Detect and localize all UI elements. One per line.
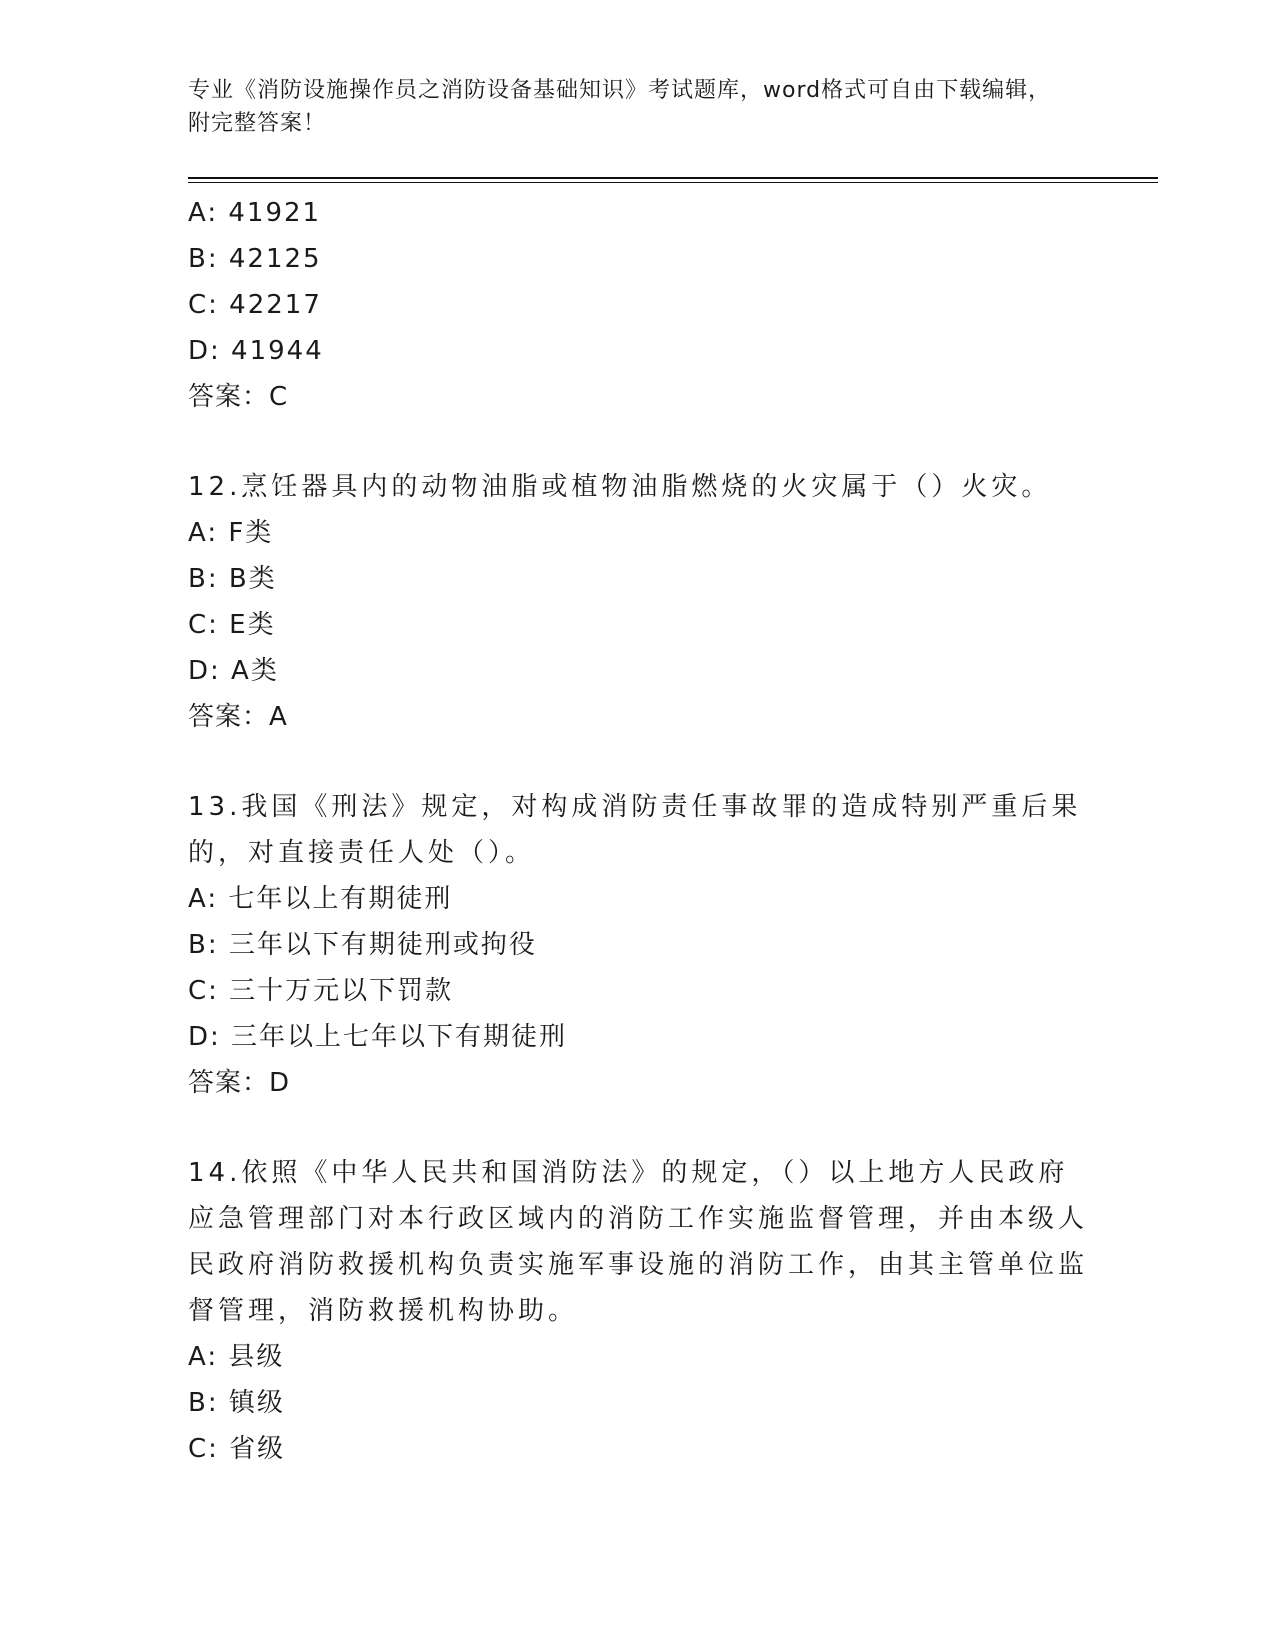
question-13-block <box>188 784 1088 1106</box>
question-12-block <box>188 464 1088 740</box>
option-a: A: 七年以上有期徒刑 <box>188 884 453 914</box>
option-a: A: F类 <box>188 518 274 548</box>
question-11-block <box>188 190 1088 420</box>
answer-line: 答案：A <box>188 702 288 732</box>
option-c: C: E类 <box>188 610 276 640</box>
option-a: A: 41921 <box>188 198 322 228</box>
option-b: B: 三年以下有期徒刑或拘役 <box>188 930 537 960</box>
answer-line: 答案：C <box>188 382 289 412</box>
document-header: 专业《消防设施操作员之消防设备基础知识》考试题库，word格式可自由下载编辑，附完整答案！ <box>188 78 1052 136</box>
option-d: D: A类 <box>188 656 279 686</box>
question-14-block <box>188 1150 1088 1472</box>
question-text: 14.依照《中华人民共和国消防法》的规定，（）以上地方人民政府应急管理部门对本行政区域内的消防工作实施监督管理，并由本级人民政府消防救援机构负责实施军事设施的消防工作，由其主管单位监督管理，消防救援机构协助。 <box>188 1158 1089 1326</box>
question-list <box>188 190 1088 1472</box>
option-b: B: 42125 <box>188 244 322 274</box>
option-d: D: 三年以上七年以下有期徒刑 <box>188 1022 568 1052</box>
option-b: B: 镇级 <box>188 1388 285 1418</box>
question-text: 13.我国《刑法》规定，对构成消防责任事故罪的造成特别严重后果的，对直接责任人处（）。 <box>188 792 1082 868</box>
header-rule-thick <box>188 177 1158 179</box>
option-c: C: 省级 <box>188 1434 286 1464</box>
header-rule-thin <box>188 182 1158 183</box>
question-text: 12.烹饪器具内的动物油脂或植物油脂燃烧的火灾属于（）火灾。 <box>188 472 1052 502</box>
option-c: C: 三十万元以下罚款 <box>188 976 454 1006</box>
option-a: A: 县级 <box>188 1342 285 1372</box>
option-c: C: 42217 <box>188 290 322 320</box>
option-d: D: 41944 <box>188 336 324 366</box>
answer-line: 答案：D <box>188 1068 291 1098</box>
option-b: B: B类 <box>188 564 277 594</box>
